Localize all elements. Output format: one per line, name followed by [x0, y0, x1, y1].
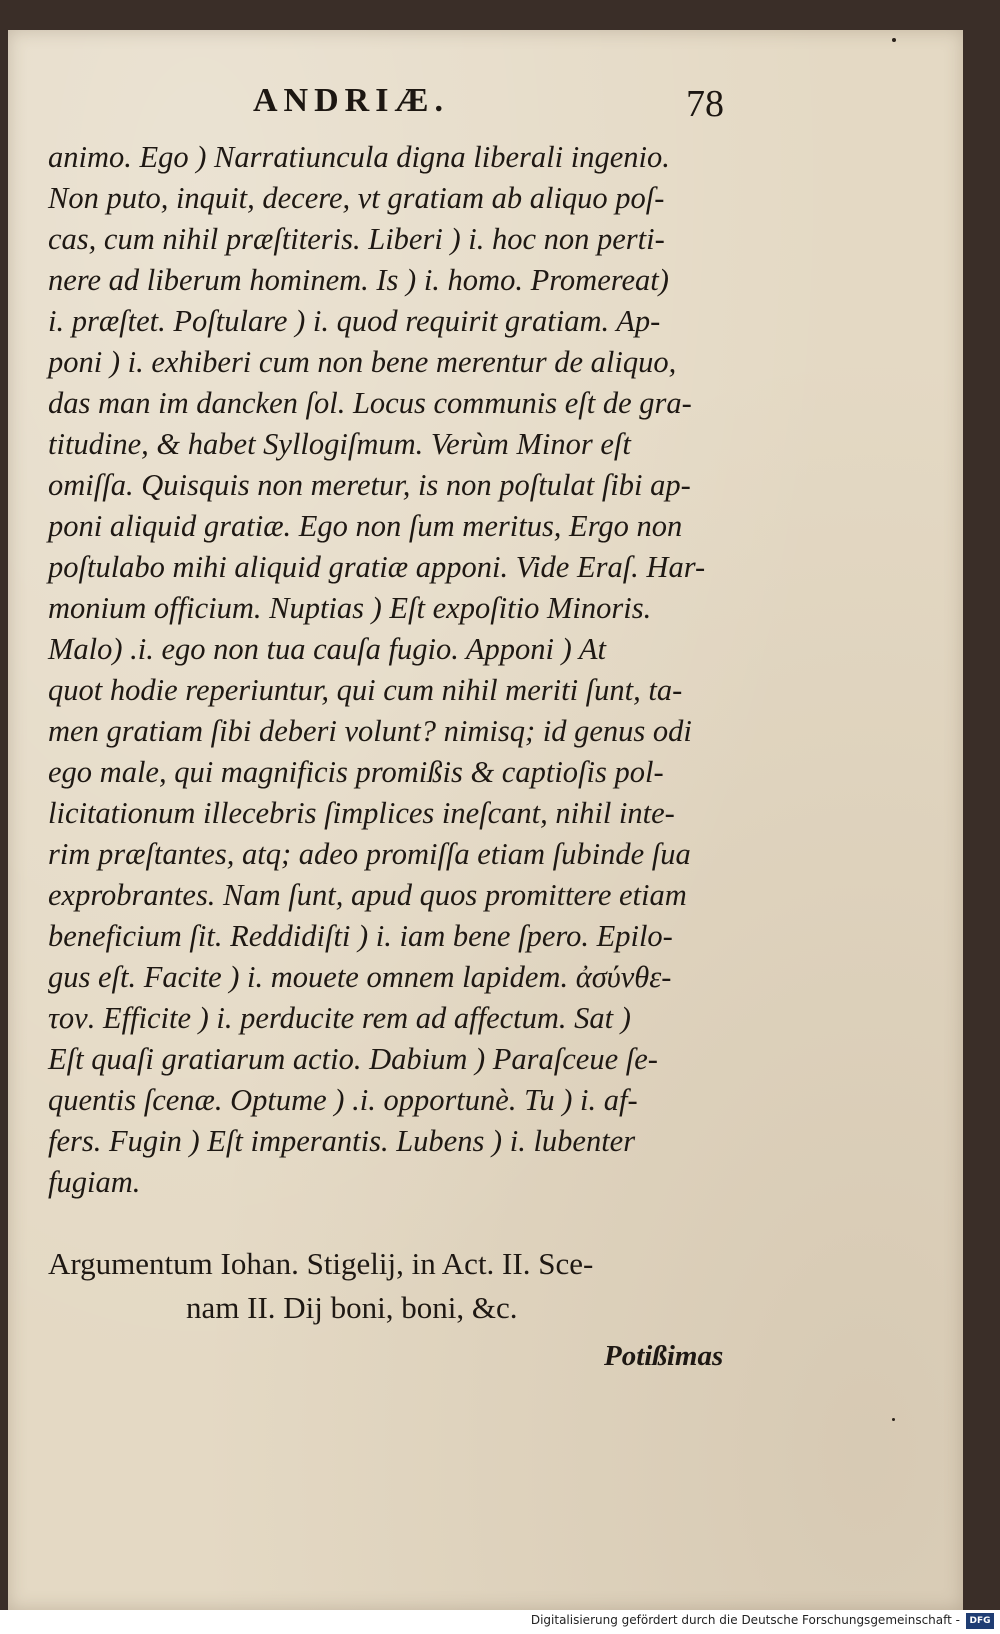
- text-line: beneficium ſit. Reddidiſti ) i. iam bene ſpero. Epilo-: [48, 919, 673, 953]
- text-line: rim præſtantes, atq; adeo promiſſa etiam ſubinde ſua: [48, 837, 691, 871]
- text-line: titudine, & habet Syllogiſmum. Verùm Minor eſt: [48, 427, 631, 461]
- running-head-title: ANDRIÆ.: [253, 82, 449, 119]
- text-line: fugiam.: [48, 1165, 141, 1199]
- text-line: poni aliquid gratiæ. Ego non ſum meritus, Ergo non: [48, 509, 683, 543]
- text-line: ego male, qui magnificis promißis & captioſis pol-: [48, 755, 664, 789]
- dust-speck: [892, 38, 896, 42]
- commentary-text: [48, 137, 738, 1203]
- argument-line-2: nam II. Dij boni, boni, &c.: [186, 1290, 518, 1325]
- argument-heading: [48, 1242, 768, 1330]
- text-line: poſtulabo mihi aliquid gratiæ apponi. Vide Eraſ. Har-: [48, 550, 706, 584]
- text-line: Non puto, inquit, decere, vt gratiam ab aliquo poſ-: [48, 181, 665, 215]
- book-page: [8, 30, 963, 1610]
- catchword: Potißimas: [604, 1340, 724, 1372]
- argument-line-1: Argumentum Iohan. Stigelij, in Act. II. Sce-: [48, 1246, 594, 1281]
- text-line: das man im dancken ſol. Locus communis eſt de gra-: [48, 386, 692, 420]
- running-head: [8, 82, 963, 132]
- text-line: licitationum illecebris ſimplices ineſcant, nihil inte-: [48, 796, 675, 830]
- dust-speck: [892, 1418, 895, 1421]
- dfg-logo: DFG: [966, 1613, 994, 1629]
- text-line: Eſt quaſi gratiarum actio. Dabium ) Paraſceue ſe-: [48, 1042, 658, 1076]
- text-line: animo. Ego ) Narratiuncula digna liberali ingenio.: [48, 140, 670, 174]
- text-line: fers. Fugin ) Eſt imperantis. Lubens ) i. lubenter: [48, 1124, 636, 1158]
- text-line: Malo) .i. ego non tua cauſa fugio. Apponi ) At: [48, 632, 606, 666]
- text-line: quot hodie reperiuntur, qui cum nihil meriti ſunt, ta-: [48, 673, 683, 707]
- text-line: men gratiam ſibi deberi volunt? nimisq; id genus odi: [48, 714, 692, 748]
- text-line: τον. Efficite ) i. perducite rem ad affectum. Sat ): [48, 1001, 631, 1035]
- text-line: monium officium. Nuptias ) Eſt expoſitio Minoris.: [48, 591, 652, 625]
- digitization-footer: [0, 1610, 1000, 1634]
- text-line: i. præſtet. Poſtulare ) i. quod requirit gratiam. Ap-: [48, 304, 661, 338]
- text-line: poni ) i. exhiberi cum non bene merentur de aliquo,: [48, 345, 677, 379]
- text-line: omiſſa. Quisquis non meretur, is non poſtulat ſibi ap-: [48, 468, 691, 502]
- text-line: cas, cum nihil præſtiteris. Liberi ) i. hoc non perti-: [48, 222, 665, 256]
- text-line: nere ad liberum hominem. Is ) i. homo. Promereat): [48, 263, 669, 297]
- text-line: exprobrantes. Nam ſunt, apud quos promittere etiam: [48, 878, 687, 912]
- digitization-credit: Digitalisierung gefördert durch die Deutsche Forschungsgemeinschaft -: [530, 1613, 960, 1627]
- text-line: gus eſt. Facite ) i. mouete omnem lapidem. ἀσύνθε-: [48, 960, 672, 994]
- page-number: 78: [686, 83, 724, 125]
- text-line: quentis ſcenæ. Optume ) .i. opportunè. Tu ) i. af-: [48, 1083, 638, 1117]
